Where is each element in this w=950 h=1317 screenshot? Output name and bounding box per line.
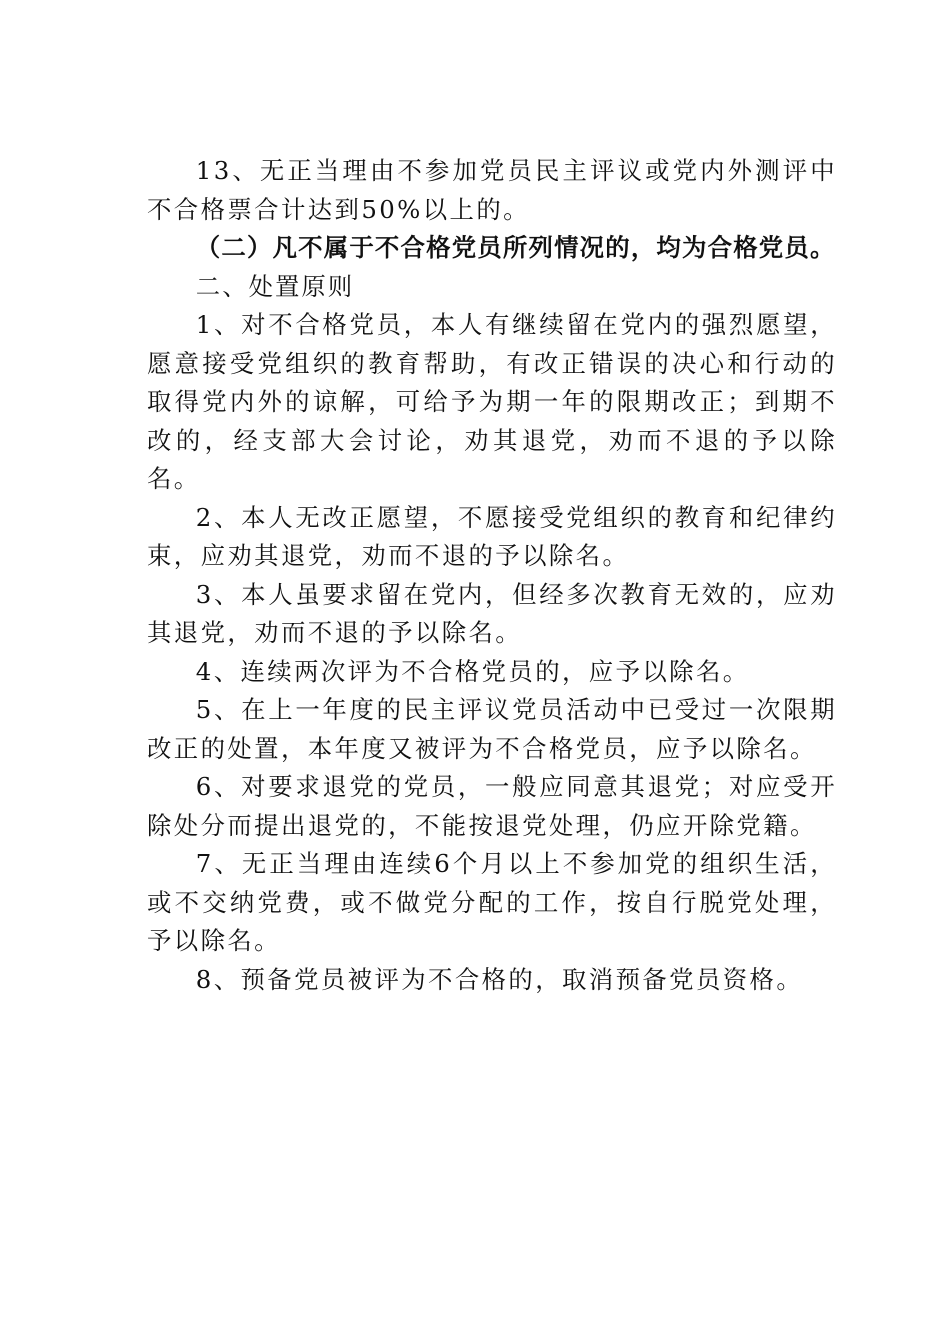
- paragraph-principle-4: 4、连续两次评为不合格党员的，应予以除名。: [195, 656, 750, 686]
- paragraph-principle-1: 1、对不合格党员，本人有继续留在党内的强烈愿望，愿意接受党组织的教育帮助，有改正错误的决心和行动的取得党内外的谅解，可给予为期一年的限期改正；到期不改的，经支部大会讨论，劝其退党，劝而不退的予以除名。: [147, 310, 837, 493]
- paragraph-principle-5: 5、在上一年度的民主评议党员活动中已受过一次限期改正的处置，本年度又被评为不合格党员，应予以除名。: [147, 695, 837, 763]
- paragraph-principle-6: 6、对要求退党的党员，一般应同意其退党；对应受开除处分而提出退党的，不能按退党处理，仍应开除党籍。: [147, 772, 837, 840]
- paragraph-item-13: 13、无正当理由不参加党员民主评议或党内外测评中不合格票合计达到50%以上的。: [147, 156, 837, 224]
- paragraph-principle-3: 3、本人虽要求留在党内，但经多次教育无效的，应劝其退党，劝而不退的予以除名。: [147, 579, 837, 647]
- paragraph-principle-7: 7、无正当理由连续6个月以上不参加党的组织生活，或不交纳党费，或不做党分配的工作，按自行脱党处理，予以除名。: [147, 849, 837, 955]
- paragraph-principle-8: 8、预备党员被评为不合格的，取消预备党员资格。: [195, 964, 804, 994]
- document-body: [147, 152, 837, 999]
- paragraph-qualified-members: （二）凡不属于不合格党员所列情况的，均为合格党员。: [195, 233, 836, 262]
- paragraph-principle-2: 2、本人无改正愿望，不愿接受党组织的教育和纪律约束，应劝其退党，劝而不退的予以除名。: [147, 502, 837, 570]
- section-heading-disposal-principles: 二、处置原则: [195, 271, 355, 301]
